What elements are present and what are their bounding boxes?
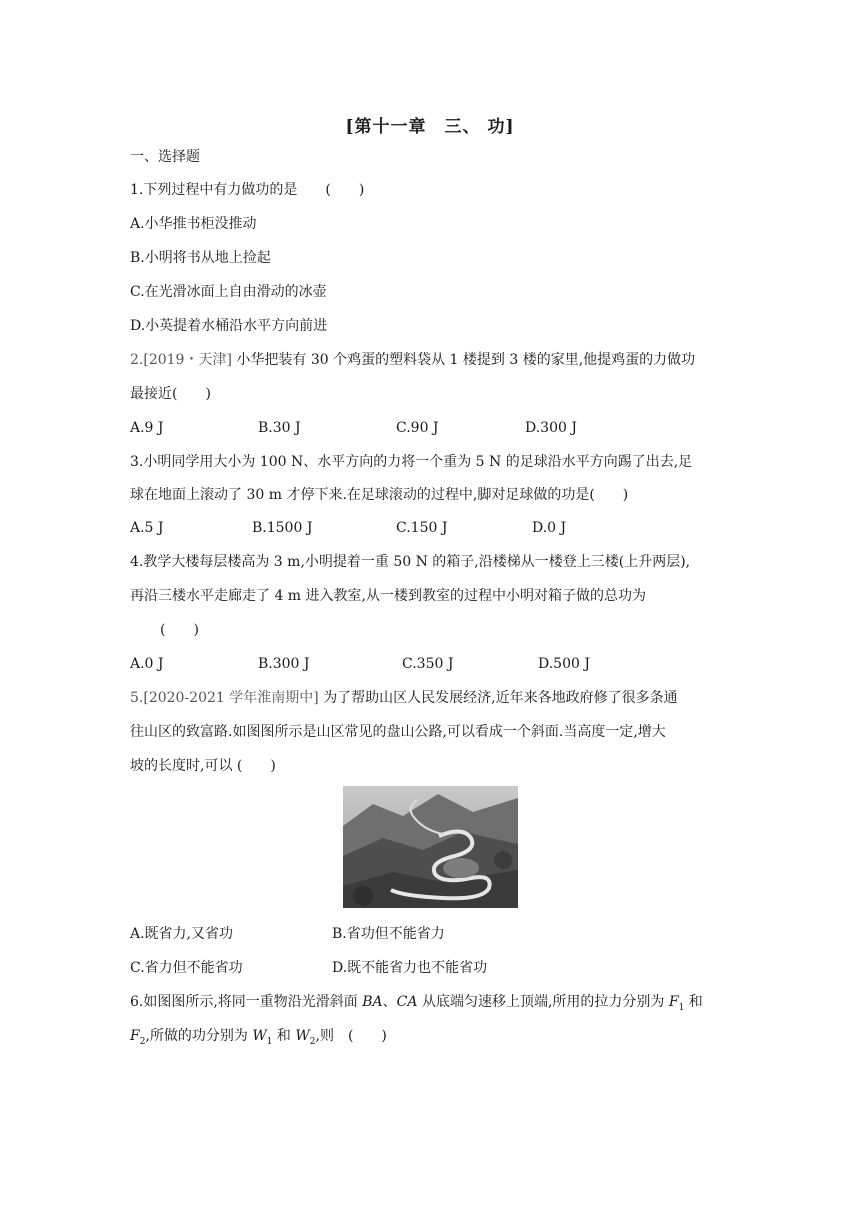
section-heading: 一、选择题 <box>130 149 200 165</box>
mountain-road-image <box>343 786 518 908</box>
question-2-option-d: D.300 J <box>525 420 577 436</box>
question-4-line-2: 再沿三楼水平走廊走了 4 m 进入教室,从一楼到教室的过程中小明对箱子做的总功为 <box>130 588 646 604</box>
question-5-option-b: B.省功但不能省力 <box>332 926 445 942</box>
question-2-option-b: B.30 J <box>258 420 301 436</box>
question-3-line-1: 3.小明同学用大小为 100 N、水平方向的力将一个重为 5 N 的足球沿水平方向踢了出去,足 <box>130 454 693 470</box>
question-3-option-a: A.5 J <box>130 520 164 536</box>
question-4-option-d: D.500 J <box>538 656 590 672</box>
separator: 、 <box>382 994 397 1010</box>
question-5-option-c: C.省力但不能省功 <box>130 960 243 976</box>
question-2-option-c: C.90 J <box>396 420 439 436</box>
question-5-line-2: 往山区的致富路.如图图所示是山区常见的盘山公路,可以看成一个斜面.当高度一定,增大 <box>130 724 666 740</box>
question-6-line-2 <box>130 1027 387 1051</box>
slope-ba: BA <box>362 994 383 1010</box>
question-6-text: 从底端匀速移上顶端,所用的拉力分别为 <box>417 994 669 1010</box>
question-4-option-a: A.0 J <box>130 656 164 672</box>
question-2-source: 2.[2019・天津] <box>130 352 232 368</box>
question-3-option-d: D.0 J <box>532 520 567 536</box>
question-2-stem: 小华把装有 30 个鸡蛋的塑料袋从 1 楼提到 3 楼的家里,他提鸡蛋的力做功 <box>236 352 696 368</box>
question-6-text: ,则 ( ) <box>315 1028 387 1044</box>
force-f2: F <box>130 1028 140 1044</box>
work-w1: W <box>252 1028 267 1044</box>
question-1-option-b: B.小明将书从地上捡起 <box>130 250 271 266</box>
question-4-option-b: B.300 J <box>258 656 310 672</box>
question-6-text: 和 <box>272 1028 296 1044</box>
question-4-line-1: 4.教学大楼每层楼高为 3 m,小明提着一重 50 N 的箱子,沿楼梯从一楼登上三楼(上升两层), <box>130 554 691 570</box>
question-5-option-d: D.既不能省力也不能省功 <box>332 960 488 976</box>
question-2-line-2: 最接近( ) <box>130 386 211 402</box>
question-1-option-a: A.小华推书柜没推动 <box>130 216 257 232</box>
subscript-1: 1 <box>266 1036 273 1047</box>
subscript-2: 2 <box>309 1036 316 1047</box>
question-4-option-c: C.350 J <box>402 656 454 672</box>
question-3-option-b: B.1500 J <box>252 520 313 536</box>
question-5-stem: 为了帮助山区人民发展经济,近年来各地政府修了很多条通 <box>323 690 678 706</box>
question-6-text: 和 <box>684 994 703 1010</box>
question-5-option-a: A.既省力,又省功 <box>130 926 234 942</box>
subscript-2: 2 <box>139 1036 146 1047</box>
page-title: [第十一章 三、 功] <box>345 117 515 137</box>
question-1-option-d: D.小英提着水桶沿水平方向前进 <box>130 318 328 334</box>
question-2-line-1 <box>130 351 695 369</box>
question-3-option-c: C.150 J <box>396 520 448 536</box>
question-5-source: 5.[2020-2021 学年淮南期中] <box>130 690 319 706</box>
force-f1: F <box>668 994 679 1010</box>
question-3-line-2: 球在地面上滚动了 30 m 才停下来.在足球滚动的过程中,脚对足球做的功是( ) <box>130 487 629 503</box>
work-w2: W <box>295 1028 310 1044</box>
question-6-text: ,所做的功分别为 <box>145 1028 253 1044</box>
question-6-line-1 <box>130 993 703 1017</box>
question-6-text: 6.如图图所示,将同一重物沿光滑斜面 <box>130 994 363 1010</box>
question-5-line-3: 坡的长度时,可以 ( ) <box>130 758 276 774</box>
question-2-option-a: A.9 J <box>130 420 164 436</box>
question-4-line-3: ( ) <box>160 622 199 638</box>
question-1-option-c: C.在光滑冰面上自由滑动的冰壶 <box>130 284 327 300</box>
slope-ca: CA <box>396 994 418 1010</box>
question-5-line-1 <box>130 689 678 707</box>
mountain-road-photo <box>343 786 518 908</box>
subscript-1: 1 <box>678 1002 685 1013</box>
question-1-stem: 1.下列过程中有力做功的是 ( ) <box>130 182 365 198</box>
